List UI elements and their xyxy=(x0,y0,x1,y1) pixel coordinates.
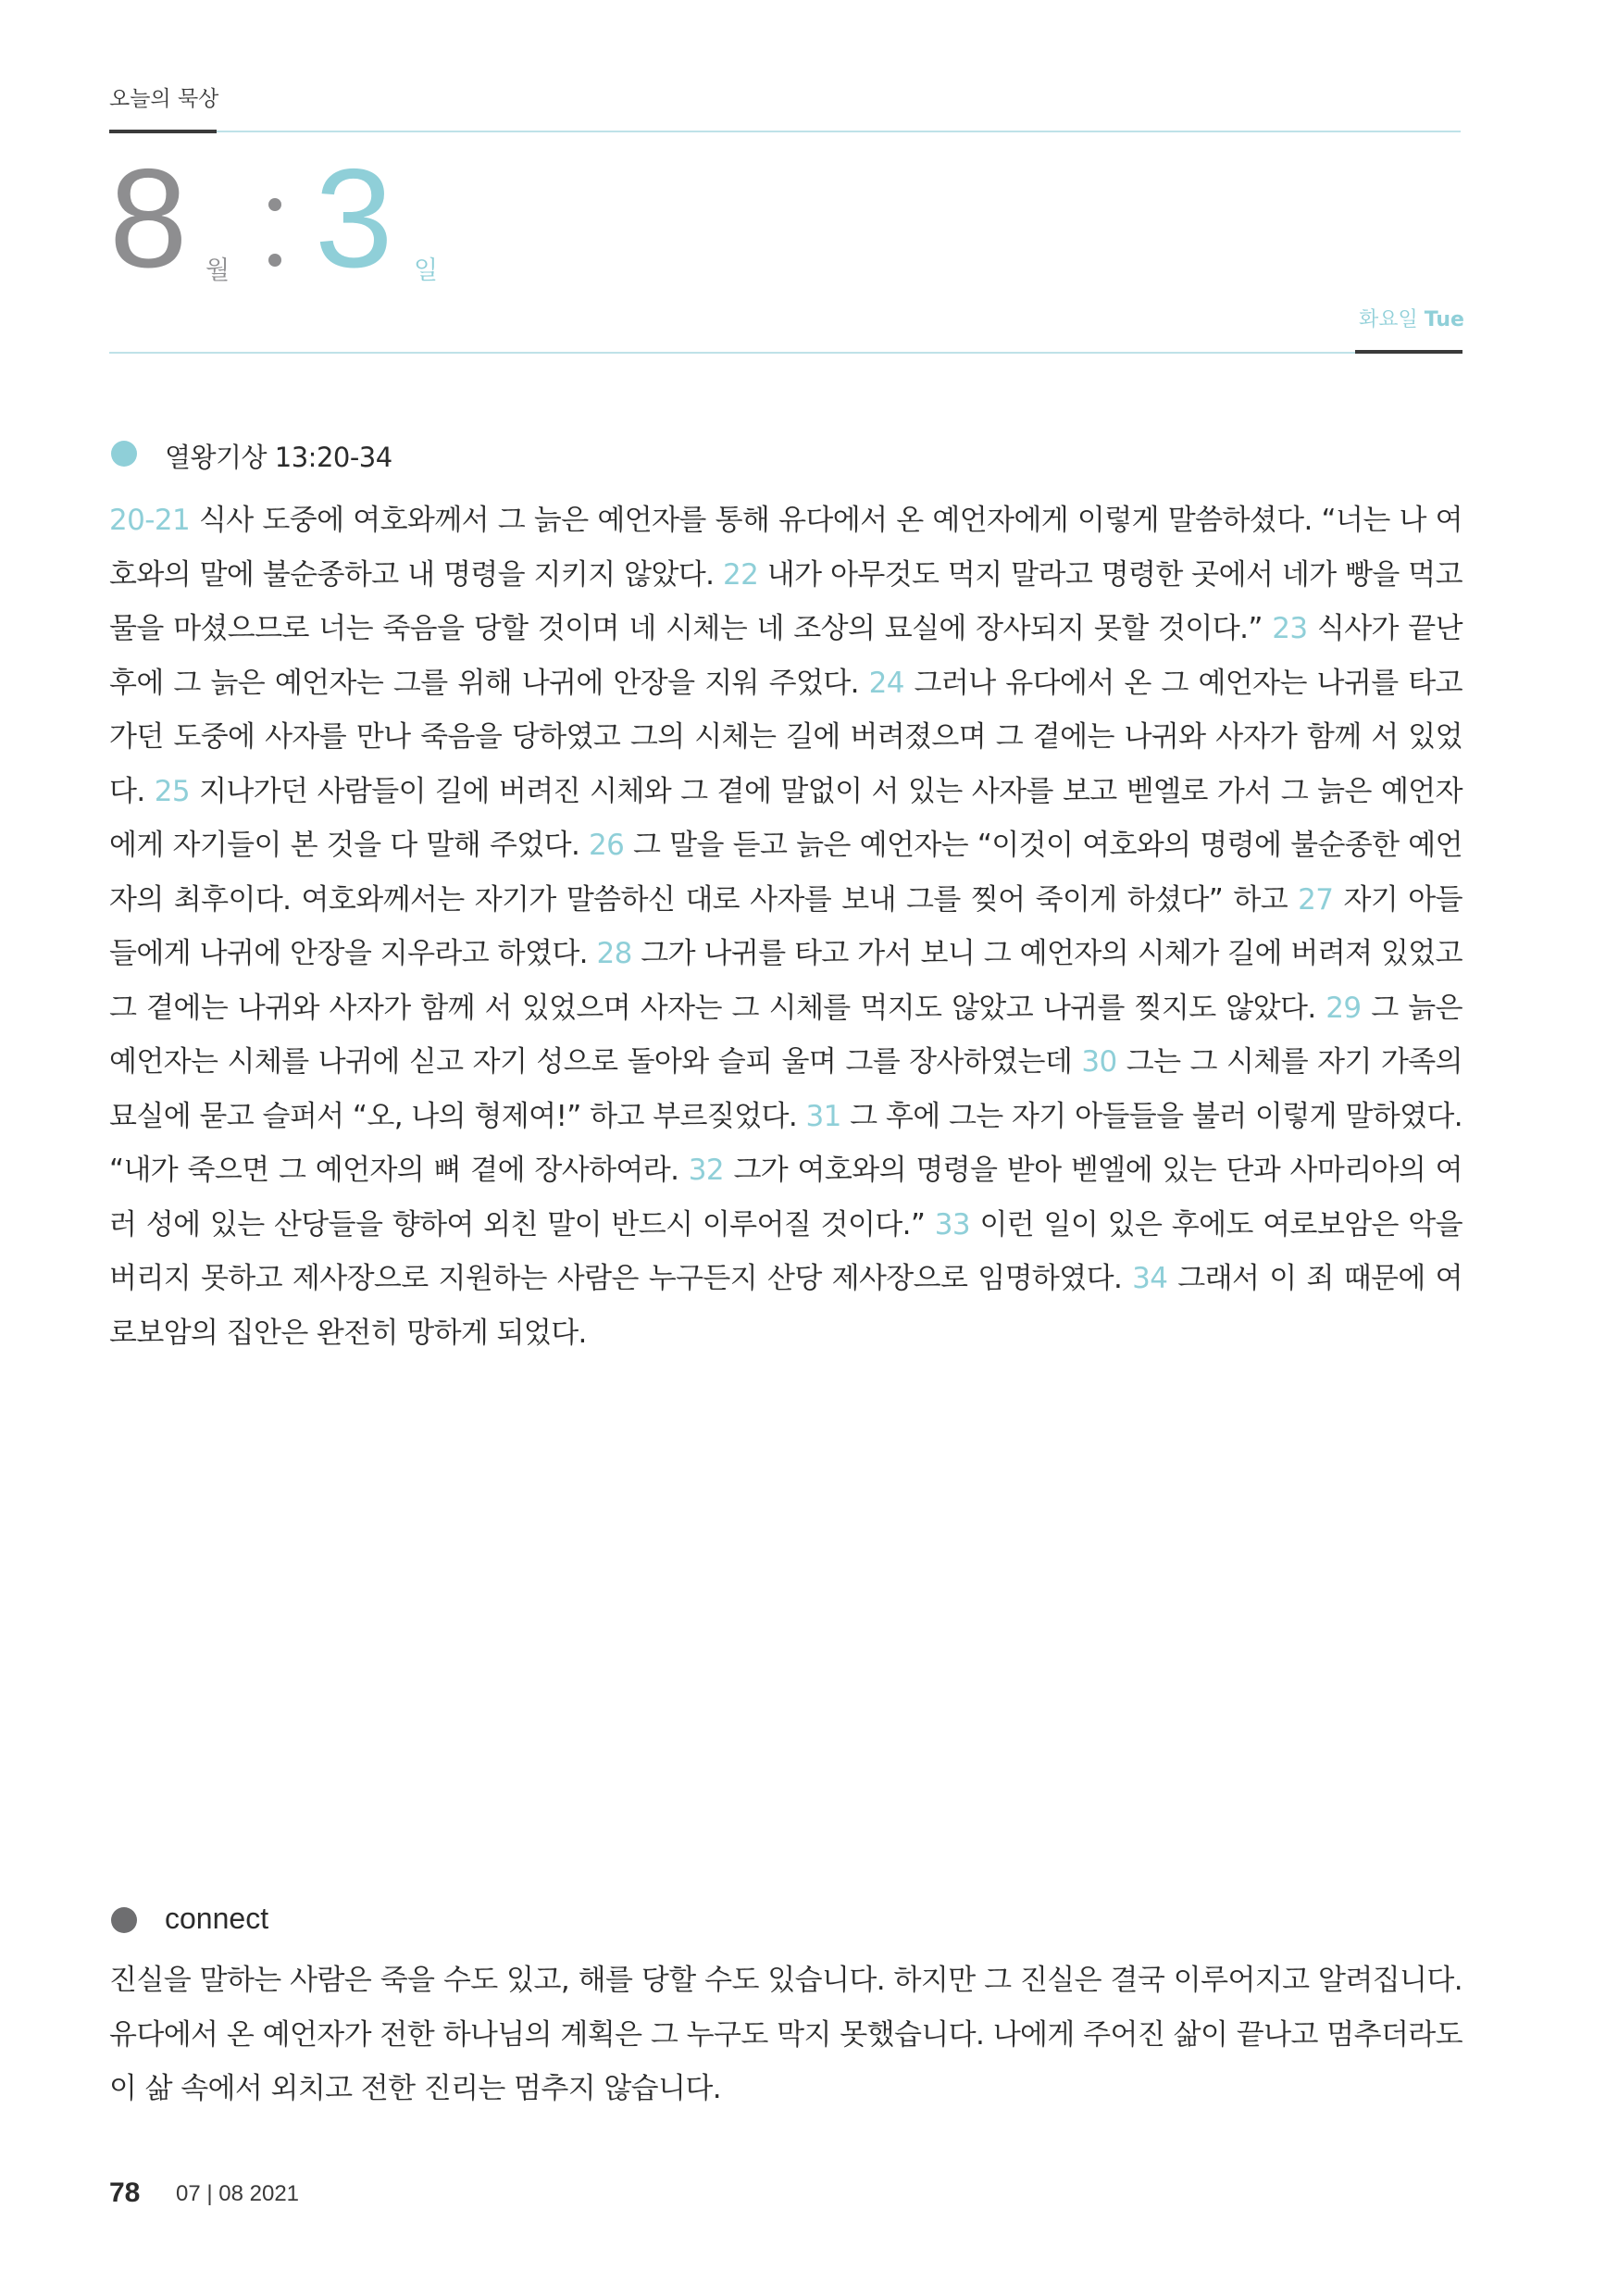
scripture-text xyxy=(109,493,1462,1360)
header-divider xyxy=(217,131,1461,132)
verse-number: 34 xyxy=(1132,1262,1168,1295)
verse-number: 28 xyxy=(596,937,632,970)
verse-number: 20-21 xyxy=(109,504,191,537)
verse-number: 26 xyxy=(589,829,625,862)
verse-text: 그래서 이 죄 때문에 여로보암의 집안은 완전히 망하게 되었다. xyxy=(109,1262,1462,1350)
weekday-underline xyxy=(1355,350,1462,354)
header-underline xyxy=(109,130,217,133)
verse-text: 내가 아무것도 먹지 말라고 명령한 곳에서 네가 빵을 먹고 물을 마셨으므로 너는 죽음을 당할 것이며 네 시체는 네 조상의 묘실에 장사되지 못할 것이다.” xyxy=(109,557,1463,645)
verse-text: 지나가던 사람들이 길에 버려진 시체와 그 곁에 말없이 서 있는 사자를 보고 벧엘로 가서 그 늙은 예언자에게 자기들이 본 것을 다 말해 주었다. xyxy=(109,774,1462,862)
month-unit: 월 xyxy=(205,256,230,285)
verse-number: 33 xyxy=(934,1207,971,1242)
verse-number: 27 xyxy=(1298,882,1334,917)
passage-title: 열왕기상 13:20-34 xyxy=(165,442,392,473)
connect-bullet-icon xyxy=(111,1907,137,1933)
verse-text: 그가 여호와의 명령을 받아 벧엘에 있는 단과 사마리아의 여러 성에 있는 산당들을 향하여 외친 말이 반드시 이루어질 것이다.” xyxy=(109,1154,1463,1242)
weekday xyxy=(1359,304,1464,332)
month-number: 8 xyxy=(109,140,188,297)
verse-number: 31 xyxy=(805,1099,841,1133)
verse-number: 30 xyxy=(1081,1045,1117,1079)
verse-text: 그 말을 듣고 늙은 예언자는 “이것이 여호와의 명령에 불순종한 예언자의 최후이다. 여호와께서는 자기가 말씀하신 대로 사자를 보내 그를 찢어 죽이게 하셨다” 하고 xyxy=(109,829,1462,917)
verse-text: 식사 도중에 여호와께서 그 늙은 예언자를 통해 유다에서 온 예언자에게 이렇게 말씀하셨다. “너는 나 여호와의 말에 불순종하고 내 명령을 지키지 않았다. xyxy=(109,504,1462,592)
verse-text: 그러나 유다에서 온 그 예언자는 나귀를 타고 가던 도중에 사자를 만나 죽음을 당하였고 그의 시체는 길에 버려졌으며 그 곁에는 나귀와 사자가 함께 서 있었다. xyxy=(109,666,1462,808)
verse-number: 23 xyxy=(1272,612,1308,645)
verse-number: 22 xyxy=(722,557,759,592)
verse-text: 그 늙은 예언자는 시체를 나귀에 싣고 자기 성으로 돌아와 슬피 울며 그를 장사하였는데 xyxy=(109,991,1462,1079)
weekday-divider xyxy=(109,352,1355,354)
verse-text: 이런 일이 있은 후에도 여로보암은 악을 버리지 못하고 제사장으로 지원하는 사람은 누구든지 산당 제사장으로 임명하였다. xyxy=(109,1207,1463,1295)
verse-text: 식사가 끝난 후에 그 늙은 예언자는 그를 위해 나귀에 안장을 지워 주었다. xyxy=(109,612,1462,700)
connect-title: connect xyxy=(165,1902,269,1935)
verse-number: 24 xyxy=(868,666,904,700)
passage-bullet-icon xyxy=(111,441,137,467)
verse-number: 29 xyxy=(1326,991,1362,1025)
date-separator xyxy=(268,198,281,267)
verse-number: 25 xyxy=(154,774,190,808)
connect-text: 진실을 말하는 사람은 죽을 수도 있고, 해를 당할 수도 있습니다. 하지만 그 진실은 결국 이루어지고 알려집니다. 유다에서 온 예언자가 전한 하나님의 계획은 그 누구도 막지 못했습니다. 나에게 주어진 삶이 끝나고 멈추더라도 이 삶 속에서 외치고 전한 진리는 멈추지 않습니다. xyxy=(109,1964,1462,2105)
weekday-ko: 화요일 xyxy=(1359,308,1418,331)
day-unit: 일 xyxy=(414,256,439,285)
issue-date: 07 | 08 2021 xyxy=(176,2181,300,2206)
verse-text: 그는 그 시체를 자기 가족의 묘실에 묻고 슬퍼서 “오, 나의 형제여!” 하고 부르짖었다. xyxy=(109,1045,1462,1133)
verse-text: 자기 아들들에게 나귀에 안장을 지우라고 하였다. xyxy=(109,882,1462,970)
verse-text: 그 후에 그는 자기 아들들을 불러 이렇게 말하였다. “내가 죽으면 그 예언자의 뼈 곁에 장사하여라. xyxy=(109,1099,1462,1187)
verse-number: 32 xyxy=(688,1154,725,1187)
verse-text: 그가 나귀를 타고 가서 보니 그 예언자의 시체가 길에 버려져 있었고 그 곁에는 나귀와 사자가 함께 서 있었으며 사자는 그 시체를 먹지도 않았고 나귀를 찢지도 않았다. xyxy=(109,937,1462,1025)
weekday-en: Tue xyxy=(1424,308,1464,331)
page-number: 78 xyxy=(109,2177,141,2208)
day-number: 3 xyxy=(315,140,393,297)
section-label: 오늘의 묵상 xyxy=(109,87,219,111)
